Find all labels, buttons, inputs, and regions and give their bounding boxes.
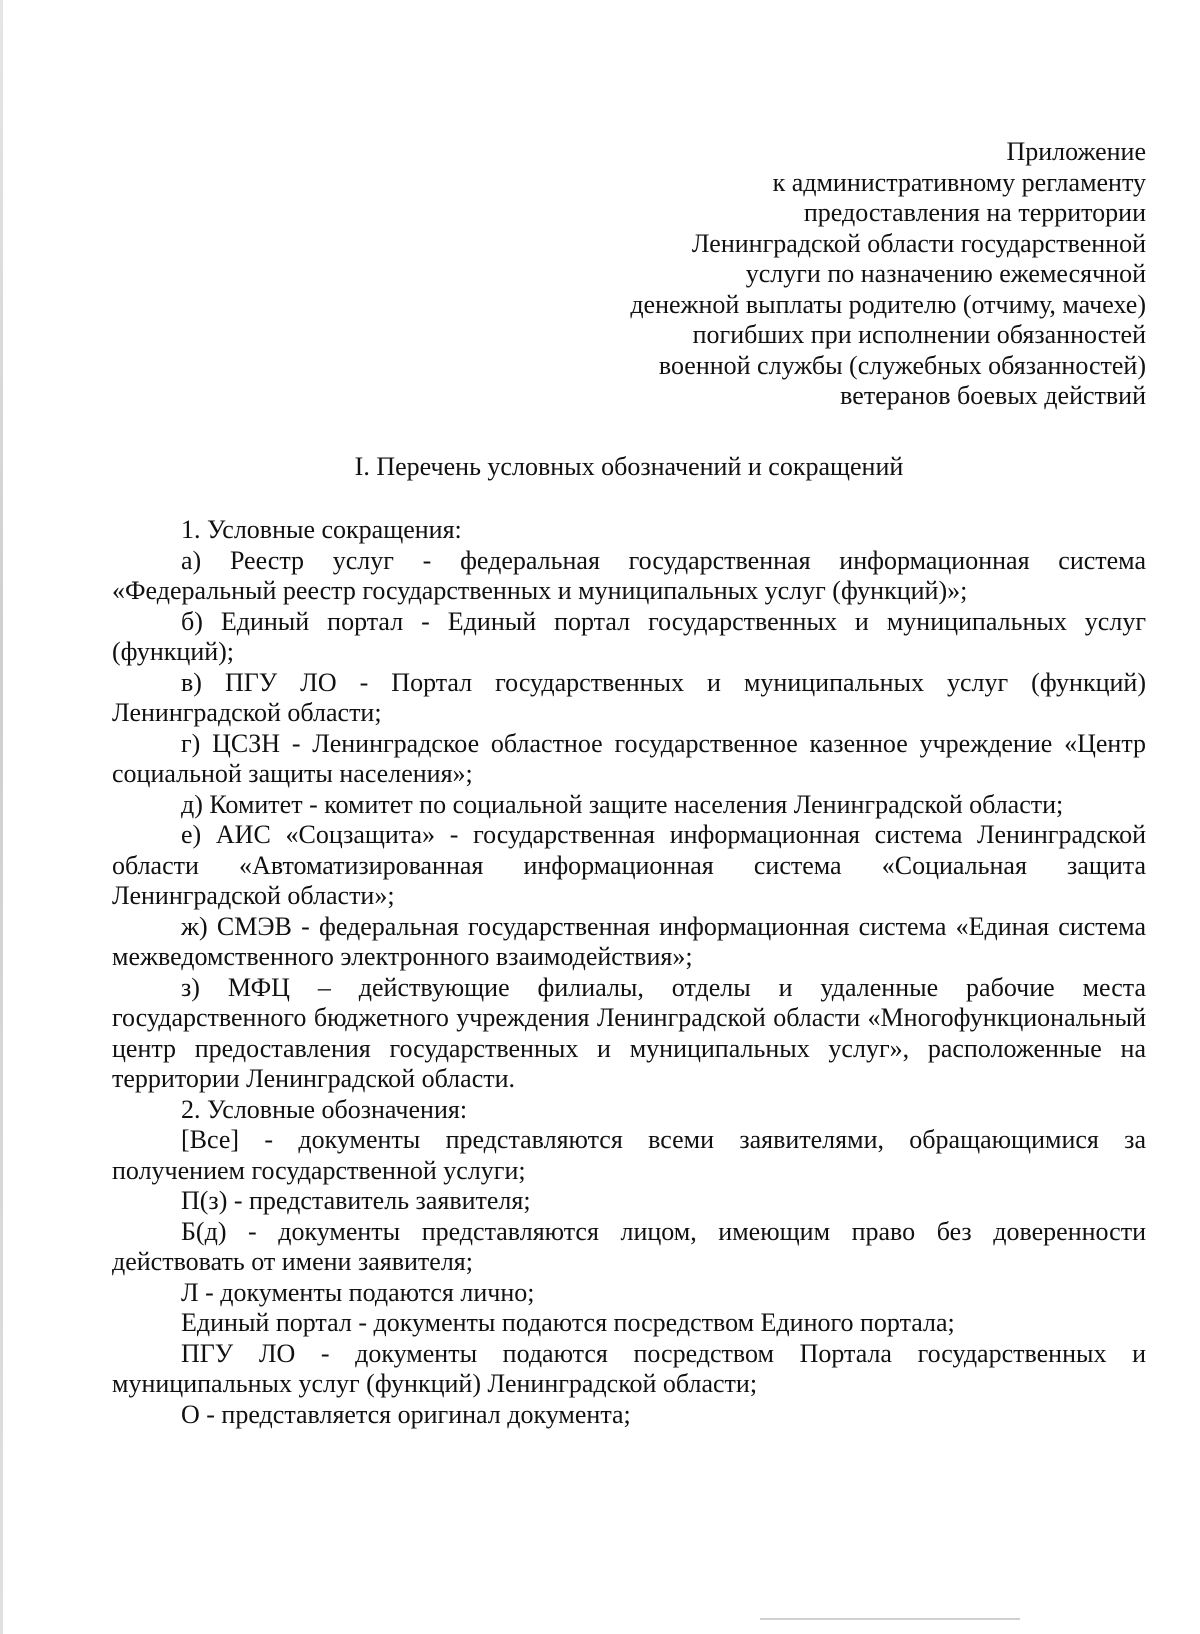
paragraph-cszn: г) ЦСЗН - Ленинградское областное государственное казенное учреждение «Центр социальной защиты населения»;: [112, 728, 1146, 788]
appendix-line: ветеранов боевых действий: [840, 381, 1146, 410]
paragraph-pgu-lo: в) ПГУ ЛО - Портал государственных и муниципальных услуг (функций) Ленинградской области;: [112, 667, 1146, 727]
paragraph-representative: П(з) - представитель заявителя;: [181, 1186, 531, 1215]
appendix-line: к административному регламенту: [772, 167, 1146, 197]
appendix-line: Приложение: [1006, 137, 1146, 166]
appendix-line: предоставления на территории: [803, 198, 1146, 227]
scan-artifact: [760, 1618, 1020, 1620]
paragraph-unified-portal: б) Единый портал - Единый портал государственных и муниципальных услуг (функций);: [112, 606, 1146, 666]
paragraph-all: [Все] - документы представляются всеми заявителями, обращающимися за получением государственной услуги;: [112, 1125, 1146, 1185]
paragraph-authorized-person: Б(д) - документы представляются лицом, имеющим право без доверенности действовать от имени заявителя;: [112, 1216, 1146, 1276]
paragraph-registry: а) Реестр услуг - федеральная государственная информационная система «Федеральный реестр государственных и муниципальных услуг (функций)»;: [112, 545, 1146, 605]
appendix-line: военной службы (служебных обязанностей): [658, 350, 1146, 380]
paragraph-committee: д) Комитет - комитет по социальной защите населения Ленинградской области;: [181, 789, 1064, 819]
paragraph-ais: е) АИС «Соцзащита» - государственная информационная система Ленинградской области «Автоматизированная информационная система «Социальная защита Ленинградской области»;: [112, 820, 1146, 910]
appendix-line: услуги по назначению ежемесячной: [745, 259, 1146, 288]
paragraph-in-person: Л - документы подаются лично;: [181, 1277, 535, 1307]
appendix-line: Ленинградской области государственной: [691, 228, 1146, 258]
appendix-line: денежной выплаты родителю (отчиму, мачехе): [630, 289, 1146, 319]
paragraph-smev: ж) СМЭВ - федеральная государственная информационная система «Единая система межведомственного электронного взаимодействия»;: [112, 911, 1146, 971]
paragraph-abbreviations-heading: 1. Условные сокращения:: [181, 515, 462, 544]
body-text: [112, 515, 1146, 1430]
section-title: I. Перечень условных обозначений и сокращений: [354, 452, 904, 481]
appendix-line: погибших при исполнении обязанностей: [692, 320, 1146, 349]
paragraph-original: О - представляется оригинал документа;: [181, 1399, 631, 1429]
scan-edge: [0, 0, 3, 1634]
paragraph-mfc: з) МФЦ – действующие филиалы, отделы и удаленные рабочие места государственного бюджетного учреждения Ленинградской области «Многофункциональный центр предоставления государственных и муниципальных услуг», расположенные на территории Ленинградской области.: [112, 972, 1146, 1093]
paragraph-via-pgu-lo: ПГУ ЛО - документы подаются посредством Портала государственных и муниципальных услуг (функций) Ленинградской области;: [112, 1338, 1146, 1398]
appendix-header: [506, 137, 1146, 412]
paragraph-via-unified-portal: Единый портал - документы подаются посредством Единого портала;: [181, 1308, 955, 1337]
paragraph-symbols-heading: 2. Условные обозначения:: [181, 1094, 468, 1124]
